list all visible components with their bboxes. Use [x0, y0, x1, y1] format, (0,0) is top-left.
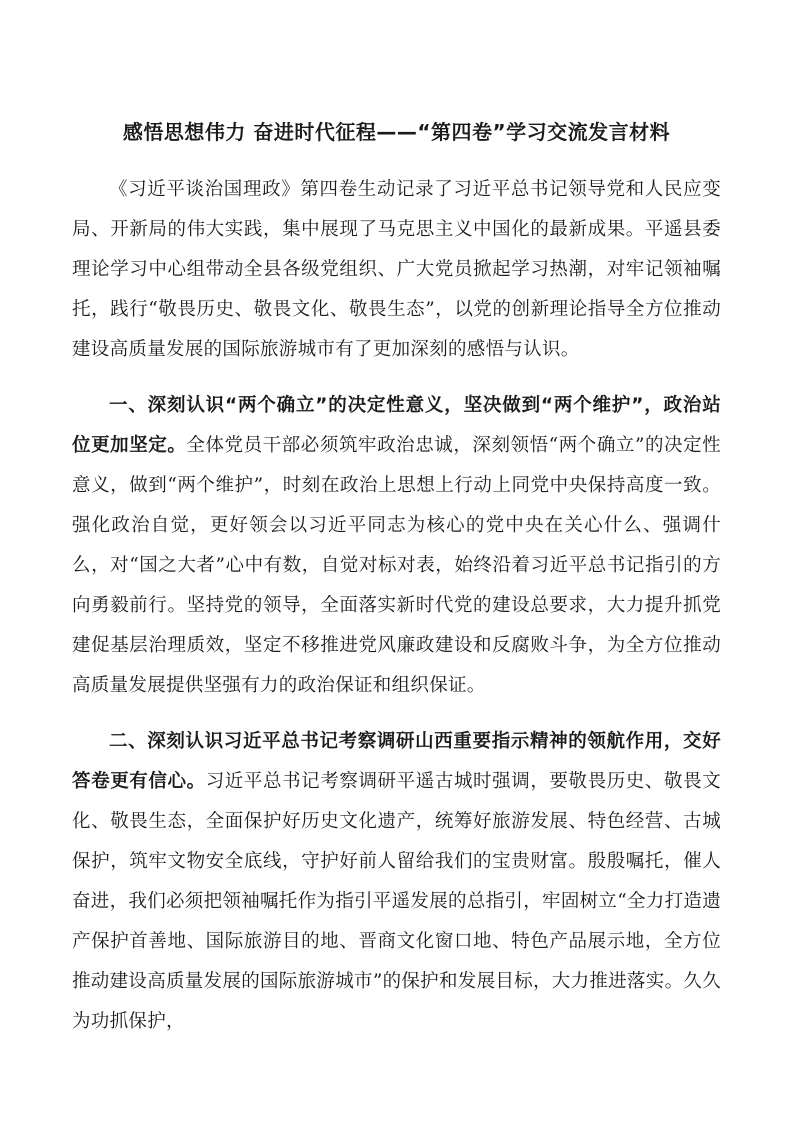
document-title: 感悟思想伟力 奋进时代征程——“第四卷”学习交流发言材料: [122, 120, 671, 144]
intro-paragraph: 《习近平谈治国理政》第四卷生动记录了习近平总书记领导党和人民应变局、开新局的伟大实践，集中展现了马克思主义中国化的最新成果。平遥县委理论学习中心组带动全县各级党组织、广大党员掀起学习热潮，对牢记领袖嘱托，践行“敬畏历史、敬畏文化、敬畏生态”，以党的创新理论指导全方位推动建设高质量发展的国际旅游城市有了更加深刻的感悟与认识。: [72, 179, 721, 360]
section-2-heading: 二、深刻认识习近平总书记考察调研山西重要指示精神的领航作用，交好答卷更有信心。: [72, 731, 721, 792]
section-2-paragraph: [72, 722, 721, 1042]
section-2-body: 习近平总书记考察调研平遥古城时强调，要敬畏历史、敬畏文化、敬畏生态，全面保护好历史文化遗产，统筹好旅游发展、特色经营、古城保护，筑牢文物安全底线，守护好前人留给我们的宝贵财富。殷殷嘱托，催人奋进，我们必须把领袖嘱托作为指引平遥发展的总指引，牢固树立“全力打造遗产保护首善地、国际旅游目的地、晋商文化窗口地、特色产品展示地，全方位推动建设高质量发展的国际旅游城市”的保护和发展目标，大力推进落实。久久为功抓保护，: [72, 771, 721, 1032]
section-1-paragraph: [72, 386, 721, 706]
section-1-body: 全体党员干部必须筑牢政治忠诚，深刻领悟“两个确立”的决定性意义，做到“两个维护”，时刻在政治上思想上行动上同党中央保持高度一致。强化政治自觉，更好领会以习近平同志为核心的党中央在关心什么、强调什么，对“国之大者”心中有数，自觉对标对表，始终沿着习近平总书记指引的方向勇毅前行。坚持党的领导，全面落实新时代党的建设总要求，大力提升抓党建促基层治理质效，坚定不移推进党风廉政建设和反腐败斗争，为全方位推动高质量发展提供坚强有力的政治保证和组织保证。: [72, 435, 721, 696]
section-1-heading: 一、深刻认识“两个确立”的决定性意义，坚决做到“两个维护”，政治站位更加坚定。: [72, 395, 721, 456]
